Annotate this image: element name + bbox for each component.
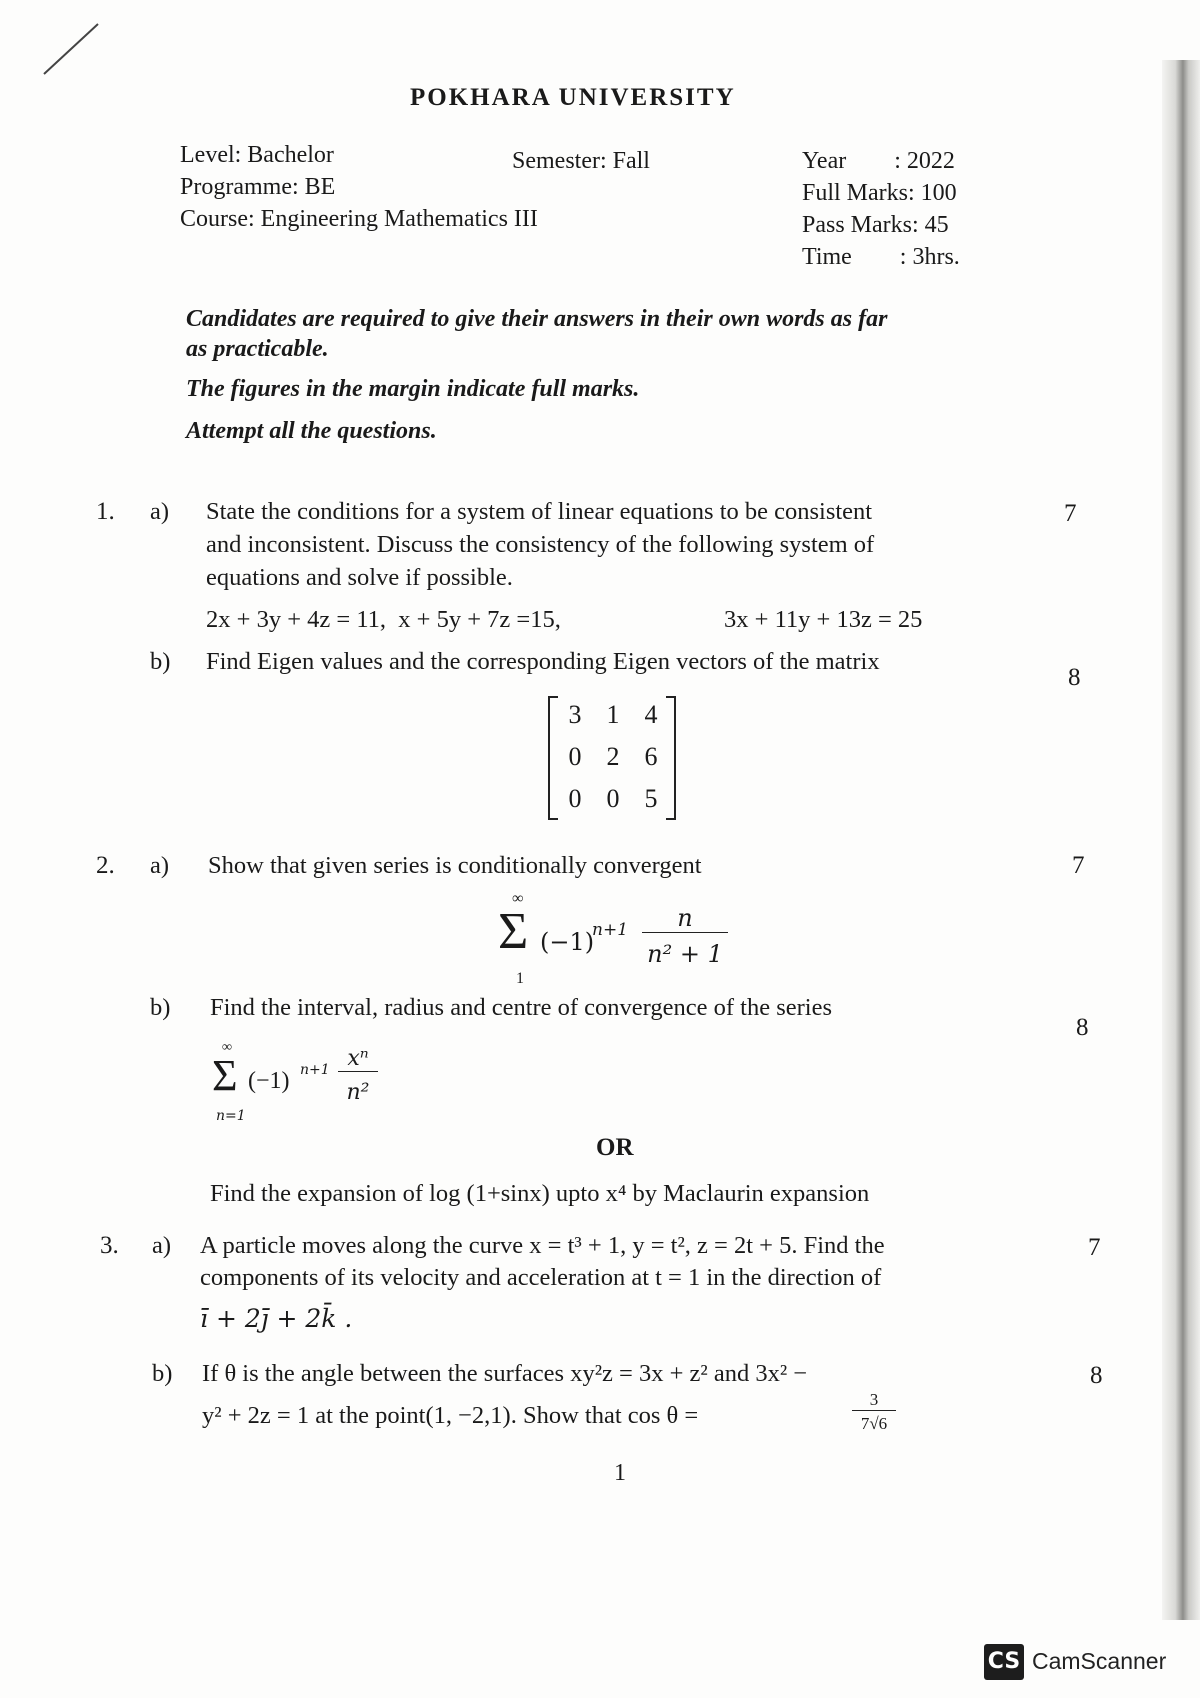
series1-numerator: n bbox=[642, 904, 728, 933]
q1b-text: Find Eigen values and the corresponding Eigen vectors of the matrix bbox=[206, 648, 880, 675]
q1-number: 1. bbox=[96, 498, 115, 525]
q3b-line-1: If θ is the angle between the surfaces xy²z = 3x + z² and 3x² − bbox=[202, 1360, 808, 1387]
q1a-equations-1: 2x + 3y + 4z = 11, x + 5y + 7z =15, bbox=[206, 606, 561, 633]
matrix-right-bracket bbox=[666, 696, 676, 820]
series1-sign: (−1) bbox=[540, 928, 595, 956]
pen-mark bbox=[40, 20, 120, 80]
q3b-marks: 8 bbox=[1090, 1362, 1103, 1389]
university-title: POKHARA UNIVERSITY bbox=[410, 84, 736, 111]
pass-marks: Pass Marks: 45 bbox=[802, 212, 949, 238]
q3b-label: b) bbox=[152, 1360, 173, 1387]
semester: Semester: Fall bbox=[512, 148, 650, 174]
full-marks: Full Marks: 100 bbox=[802, 180, 957, 206]
matrix-cell: 0 bbox=[568, 784, 582, 813]
programme: Programme: BE bbox=[180, 174, 336, 200]
q2a-label: a) bbox=[150, 852, 170, 879]
camscanner-label: CamScanner bbox=[1032, 1648, 1167, 1674]
series1-exponent: n+1 bbox=[592, 920, 629, 940]
matrix-cell: 2 bbox=[606, 742, 620, 771]
q1a-line-1: State the conditions for a system of linear equations to be consistent bbox=[206, 498, 873, 525]
matrix-cell: 3 bbox=[568, 700, 582, 729]
time: Time : 3hrs. bbox=[802, 244, 960, 270]
q1a-line-3: equations and solve if possible. bbox=[206, 564, 513, 591]
instruction-line-2: as practicable. bbox=[186, 336, 329, 362]
page-number: 1 bbox=[614, 1460, 626, 1486]
q3a-line-1: A particle moves along the curve x = t³ + 1, y = t², z = 2t + 5. Find the bbox=[200, 1232, 885, 1259]
scan-page-edge bbox=[1162, 60, 1200, 1620]
q1a-marks: 7 bbox=[1064, 500, 1077, 527]
series2-denominator: n² bbox=[346, 1080, 370, 1105]
q3a-line-2: components of its velocity and acceleration at t = 1 in the direction of bbox=[200, 1264, 882, 1291]
q2a-text: Show that given series is conditionally convergent bbox=[208, 852, 702, 879]
instruction-line-4: Attempt all the questions. bbox=[186, 418, 437, 444]
q1a-line-2: and inconsistent. Discuss the consistency of the following system of bbox=[206, 531, 875, 558]
or-separator: OR bbox=[596, 1134, 634, 1161]
q1a-equations-2: 3x + 11y + 13z = 25 bbox=[724, 606, 923, 633]
q1a-label: a) bbox=[150, 498, 170, 525]
matrix-cell: 5 bbox=[644, 784, 658, 813]
series1-denominator: n² + 1 bbox=[647, 940, 723, 968]
series1-lower-limit: 1 bbox=[516, 970, 524, 987]
q3a-label: a) bbox=[152, 1232, 172, 1259]
q3b-fraction-denominator: 7√6 bbox=[860, 1414, 888, 1433]
series2-upper-limit: ∞ bbox=[222, 1040, 232, 1055]
matrix-cell: 0 bbox=[606, 784, 620, 813]
q3b-fraction-numerator: 3 bbox=[852, 1390, 896, 1411]
instruction-line-3: The figures in the margin indicate full marks. bbox=[186, 376, 640, 402]
series2-lower-limit: n=1 bbox=[216, 1108, 246, 1124]
q2b-text: Find the interval, radius and centre of convergence of the series bbox=[210, 994, 833, 1021]
matrix-left-bracket bbox=[548, 696, 558, 820]
year: Year : 2022 bbox=[802, 148, 955, 174]
matrix-cell: 4 bbox=[644, 700, 658, 729]
series2-sign: (−1) bbox=[248, 1068, 290, 1094]
q2-or-text: Find the expansion of log (1+sinx) upto x⁴ by Maclaurin expansion bbox=[210, 1180, 870, 1207]
q2b-label: b) bbox=[150, 994, 171, 1021]
q3b-line-2: y² + 2z = 1 at the point(1, −2,1). Show that cos θ = bbox=[202, 1402, 699, 1429]
level: Level: Bachelor bbox=[180, 142, 334, 168]
camscanner-logo: CS bbox=[984, 1644, 1024, 1680]
eigen-matrix bbox=[548, 696, 676, 818]
matrix-cell: 6 bbox=[644, 742, 658, 771]
q3a-line-3: ī + 2j̄ + 2k̄ . bbox=[200, 1304, 353, 1333]
q2-number: 2. bbox=[96, 852, 115, 879]
q2b-marks: 8 bbox=[1076, 1014, 1089, 1041]
series2-numerator: xⁿ bbox=[338, 1046, 378, 1072]
q2a-marks: 7 bbox=[1072, 852, 1085, 879]
matrix-cell: 1 bbox=[606, 700, 620, 729]
q1b-label: b) bbox=[150, 648, 171, 675]
series2-exponent: n+1 bbox=[300, 1062, 330, 1078]
matrix-cell: 0 bbox=[568, 742, 582, 771]
course: Course: Engineering Mathematics III bbox=[180, 206, 538, 232]
q3-number: 3. bbox=[100, 1232, 119, 1259]
q1b-marks: 8 bbox=[1068, 664, 1081, 691]
q3a-marks: 7 bbox=[1088, 1234, 1101, 1261]
sigma-symbol: Σ bbox=[212, 1051, 238, 1100]
instruction-line-1: Candidates are required to give their answers in their own words as far bbox=[186, 306, 888, 332]
series1-upper-limit: ∞ bbox=[512, 890, 524, 907]
sigma-symbol: Σ bbox=[498, 903, 529, 960]
